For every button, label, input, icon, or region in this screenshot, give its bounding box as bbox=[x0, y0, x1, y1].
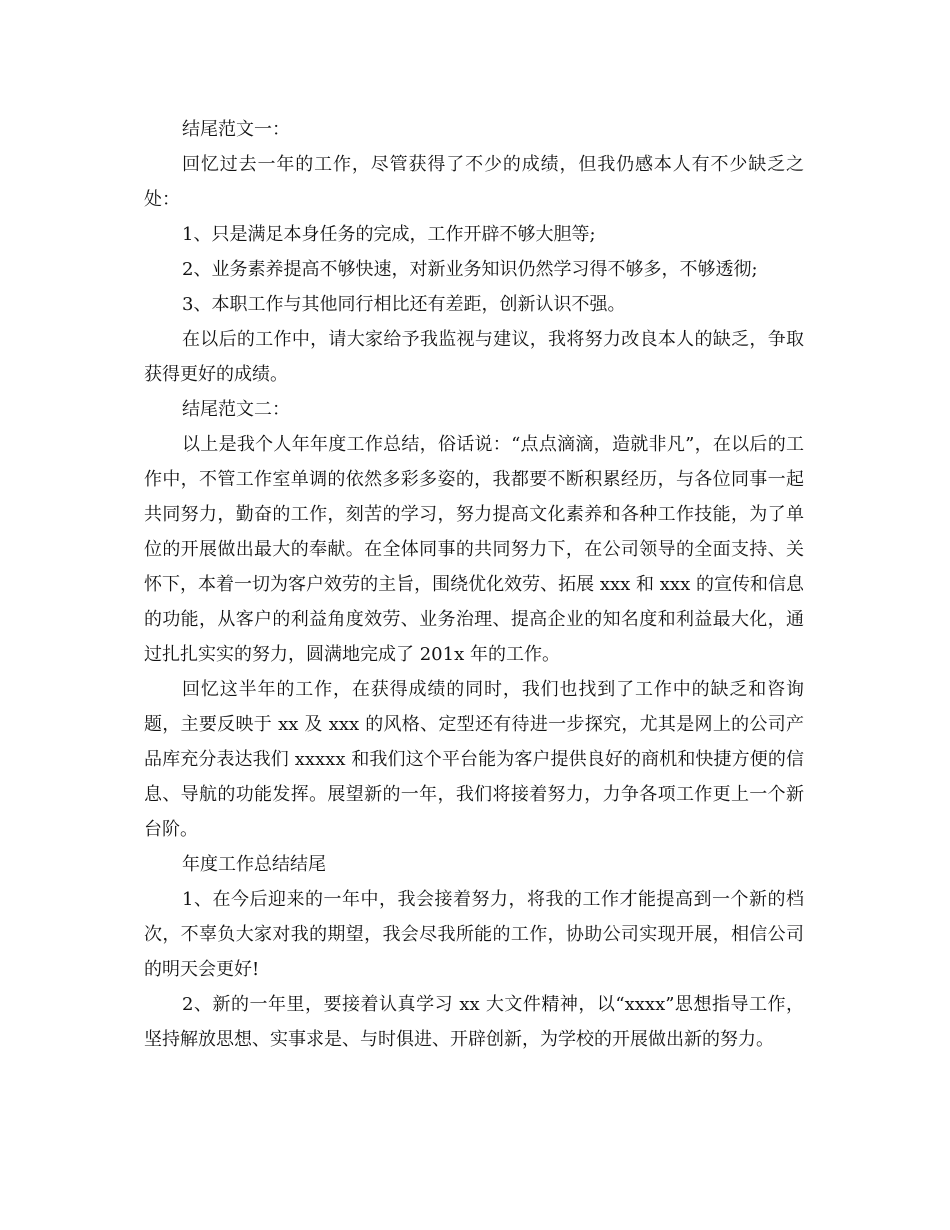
ending-item-1: 1、在今后迎来的一年中，我会接着努力，将我的工作才能提高到一个新的档次，不辜负大家对我的期望，我会尽我所能的工作，协助公司实现开展，相信公司的明天会更好! bbox=[144, 889, 804, 980]
list-item-1: 1、只是满足本身任务的完成，工作开辟不够大胆等; bbox=[182, 224, 596, 245]
paragraph-summary: 以上是我个人年年度工作总结，俗话说：“点点滴滴，造就非凡”，在以后的工作中，不管工作室单调的依然多彩多姿的，我都要不断积累经历，与各位同事一起共同努力，勤奋的工作，刻苦的学习，努力提高文化素养和各种工作技能，为了单位的开展做出最大的奉献。在全体同事的共同努力下，在公司领导的全面支持、关怀下，本着一切为客户效劳的主旨，围绕优化效劳、拓展 xxx 和 xxx 的宣传和信息的功能，从客户的利益角度效劳、业务治理、提高企业的知名度和利益最大化，通过扎扎实实的努力，圆满地完成了 201x 年的工作。 bbox=[144, 434, 804, 665]
paragraph-review: 回忆过去一年的工作，尽管获得了不少的成绩，但我仍感本人有不少缺乏之处： bbox=[144, 154, 804, 210]
paragraph-future: 在以后的工作中，请大家给予我监视与建议，我将努力改良本人的缺乏，争取获得更好的成绩。 bbox=[144, 329, 804, 385]
heading-sample-two: 结尾范文二： bbox=[182, 399, 290, 420]
heading-sample-one: 结尾范文一： bbox=[182, 119, 290, 140]
ending-item-2: 2、新的一年里，要接着认真学习 xx 大文件精神，以“xxxx”思想指导工作，坚持解放思想、实事求是、与时俱进、开辟创新，为学校的开展做出新的努力。 bbox=[144, 994, 804, 1050]
list-item-3: 3、本职工作与其他同行相比还有差距，创新认识不强。 bbox=[182, 294, 626, 315]
list-item-2: 2、业务素养提高不够快速，对新业务知识仍然学习得不够多，不够透彻; bbox=[182, 259, 758, 280]
document-body bbox=[144, 112, 804, 1057]
heading-annual-ending: 年度工作总结结尾 bbox=[182, 854, 326, 875]
paragraph-half-year: 回忆这半年的工作，在获得成绩的同时，我们也找到了工作中的缺乏和咨询题，主要反映于 xx 及 xxx 的风格、定型还有待进一步探究，尤其是网上的公司产品库充分表达我们 xxxxx 和我们这个平台能为客户提供良好的商机和快捷方便的信息、导航的功能发挥。展望新的一年，我们将接着努力，力争各项工作更上一个新台阶。 bbox=[144, 679, 804, 840]
